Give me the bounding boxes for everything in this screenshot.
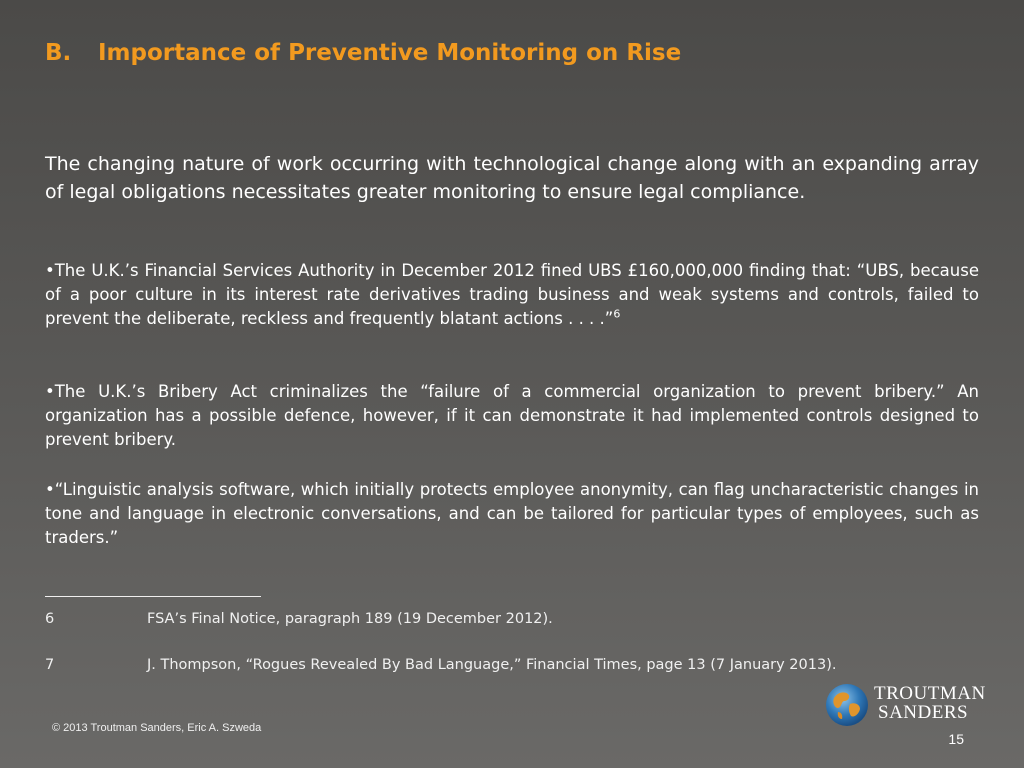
footnote-7	[45, 657, 836, 673]
bullet-text: •“Linguistic analysis software, which initially protects employee anonymity, can flag uncharacteristic changes in tone and language in electronic conversations, and can be tailored for particular types of employees, such as traders.”	[45, 480, 979, 547]
footnote-6	[45, 611, 553, 627]
footnote-divider	[45, 596, 261, 597]
logo-wordmark	[874, 684, 986, 722]
bullet-text: •The U.K.’s Bribery Act criminalizes the “failure of a commercial organization to prevent bribery.” An organization has a possible defence, however, if it can demonstrate it had implemented controls designed to prevent bribery.	[45, 382, 979, 449]
footnote-ref: 6	[613, 307, 621, 321]
bullet-text: •The U.K.’s Financial Services Authority in December 2012 fined UBS £160,000,000 finding that: “UBS, because of a poor culture in its interest rate derivatives trading business and weak systems and controls, failed to prevent the deliberate, reckless and frequently blatant actions . . . .”	[45, 261, 979, 328]
title-number: B.	[45, 40, 72, 66]
footnote-number: 6	[45, 611, 55, 627]
bullet-bribery-act	[45, 380, 979, 452]
copyright-notice: © 2013 Troutman Sanders, Eric A. Szweda	[52, 722, 262, 734]
intro-paragraph: The changing nature of work occurring with technological change along with an expanding array of legal obligations necessitates greater monitoring to ensure legal compliance.	[45, 153, 979, 203]
title-text: Importance of Preventive Monitoring on Rise	[98, 40, 682, 66]
bullet-linguistic-analysis	[45, 478, 979, 550]
logo-line-2: SANDERS	[878, 702, 969, 723]
globe-icon	[824, 682, 870, 728]
bullet-fsa-ubs	[45, 259, 979, 331]
logo-line-1: TROUTMAN	[874, 683, 986, 704]
page-number: 15	[948, 731, 964, 747]
footnote-text: J. Thompson, “Rogues Revealed By Bad Language,” Financial Times, page 13 (7 January 2013).	[147, 657, 837, 673]
slide-title	[45, 40, 681, 66]
footnote-number: 7	[45, 657, 55, 673]
footnote-text: FSA’s Final Notice, paragraph 189 (19 December 2012).	[147, 611, 553, 627]
